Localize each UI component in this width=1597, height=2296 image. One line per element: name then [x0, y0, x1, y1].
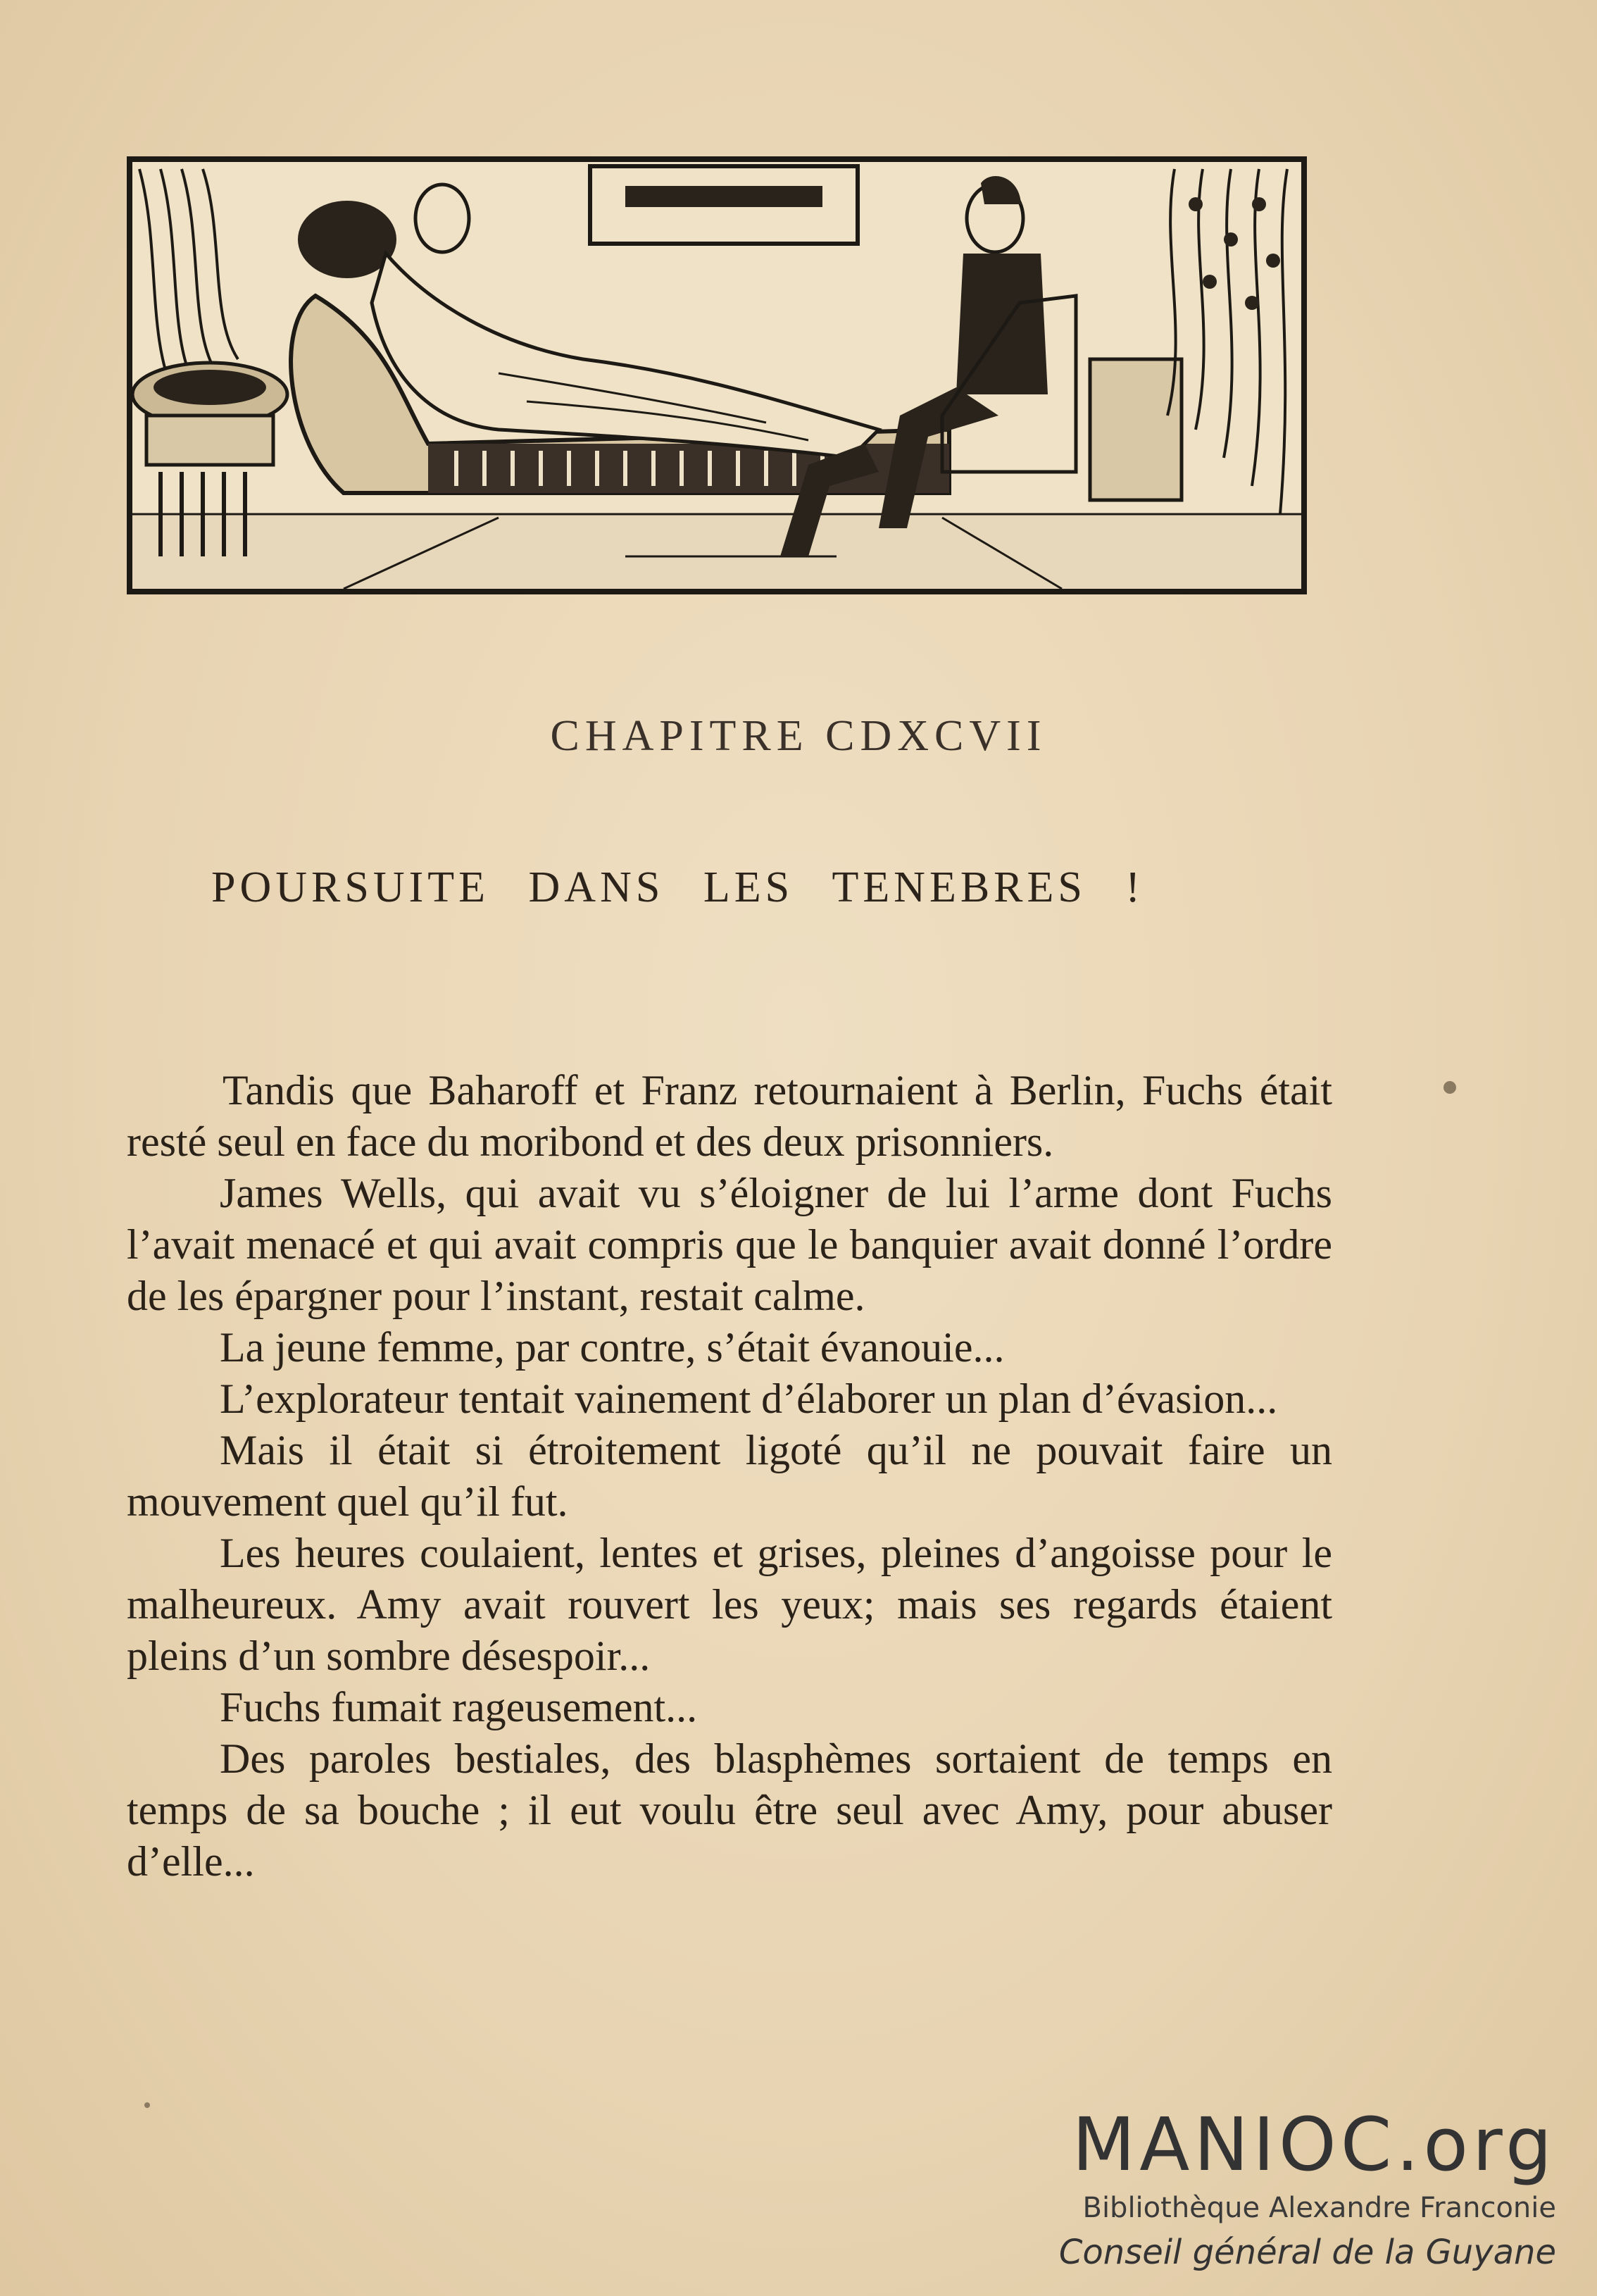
chapter-heading: CHAPITRE CDXCVII: [550, 712, 1047, 760]
paragraph: Des paroles bestiales, des blasphèmes sortaient de temps en temps de sa bouche ; il eut voulu être seul avec Amy, pour abuser d’elle...: [127, 1735, 1332, 1885]
paragraph: La jeune femme, par contre, s’était évanouie...: [220, 1324, 1005, 1371]
paragraph: James Wells, qui avait vu s’éloigner de lui l’arme dont Fuchs l’avait menacé et qui avait compris que le banquier avait donné l’ordre de les épargner pour l’instant, restait calme.: [127, 1170, 1332, 1319]
paragraph: Les heures coulaient, lentes et grises, pleines d’angoisse pour le malheureux. Amy avait rouvert les yeux; mais ses regards étaient pleins d’un sombre désespoir...: [127, 1530, 1332, 1679]
body-text: [127, 1065, 1332, 1888]
paragraph: L’explorateur tentait vainement d’élaborer un plan d’évasion...: [220, 1375, 1278, 1422]
chapter-title: POURSUITE DANS LES TENEBRES !: [211, 863, 1145, 911]
paper-speck: [144, 2102, 150, 2108]
paragraph: Tandis que Baharoff et Franz retournaient à Berlin, Fuchs était resté seul en face du moribond et des deux prisonniers.: [127, 1067, 1332, 1165]
header-illustration: [127, 156, 1307, 594]
watermark-council: Conseil général de la Guyane: [1058, 2233, 1556, 2272]
paper-speck: [1443, 1081, 1456, 1094]
manioc-logo: MANIOC.org: [1072, 2102, 1556, 2188]
watermark-library: Bibliothèque Alexandre Franconie: [1082, 2192, 1556, 2224]
paragraph: Fuchs fumait rageusement...: [220, 1684, 698, 1730]
watermark: [1021, 2102, 1556, 2276]
paragraph: Mais il était si étroitement ligoté qu’il ne pouvait faire un mouvement quel qu’il fut.: [127, 1427, 1332, 1525]
engraving-image: [132, 162, 1301, 589]
